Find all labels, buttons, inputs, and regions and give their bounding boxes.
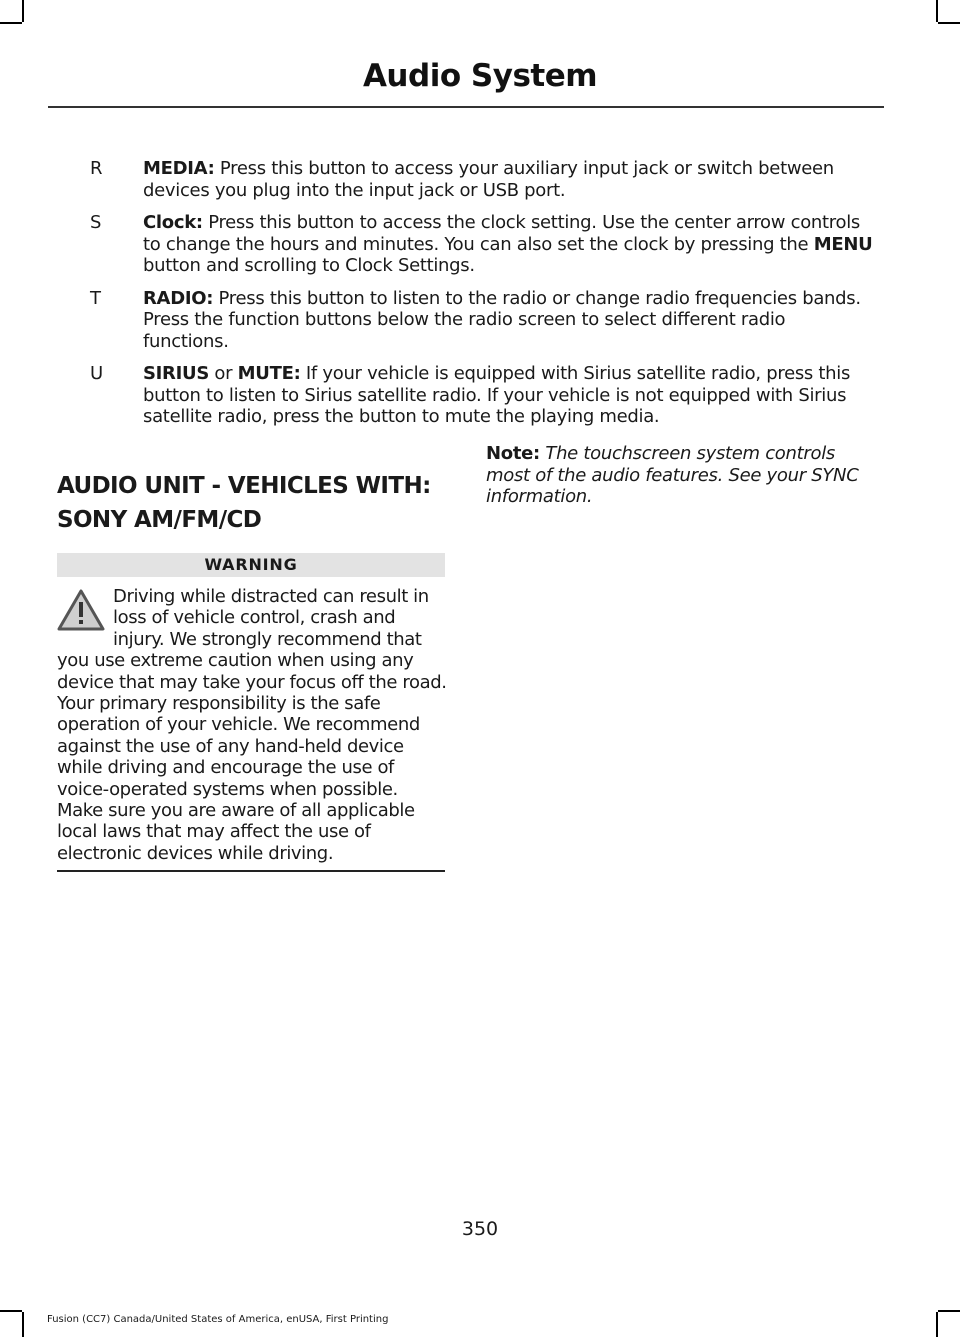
warning-box (57, 586, 447, 864)
definition-letter: S (90, 212, 102, 233)
definition-letter: R (90, 158, 103, 179)
page-number: 350 (461, 1218, 499, 1240)
section-heading-line-1: AUDIO UNIT - VEHICLES WITH: (57, 473, 431, 499)
crop-mark (938, 22, 960, 24)
definition-item (90, 158, 875, 201)
crop-mark (22, 0, 24, 22)
warning-rule (57, 870, 445, 872)
crop-mark (0, 1310, 22, 1312)
definition-term: RADIO: (143, 287, 214, 309)
definition-item (90, 212, 875, 277)
warning-label: WARNING (57, 553, 445, 577)
crop-mark (0, 22, 22, 24)
crop-mark (936, 0, 938, 22)
definition-inline-term: MENU (813, 233, 873, 255)
definition-text: Press this button to listen to the radio or change radio frequencies bands. Press the function buttons below the radio screen to select different radio functions. (143, 287, 861, 352)
definition-list (90, 158, 875, 439)
crop-mark (936, 1312, 938, 1337)
definition-text: Press this button to access the clock setting. Use the center arrow controls to change the hours and minutes. You can also set the clock by pressing the (143, 212, 860, 255)
definition-item (90, 288, 875, 353)
section-heading-line-2: SONY AM/FM/CD (57, 507, 262, 533)
definition-connector: or (209, 363, 238, 384)
note-text: The touchscreen system controls most of the audio features. See your SYNC information. (486, 443, 859, 507)
definition-term: MEDIA: (143, 158, 215, 179)
definition-term: SIRIUS (143, 363, 209, 384)
definition-text: Press this button to access your auxiliary input jack or switch between devices you plug into the input jack or USB port. (143, 158, 834, 201)
definition-letter: U (90, 363, 103, 384)
note-label: Note: (486, 443, 540, 464)
footer-text: Fusion (CC7) Canada/United States of America, enUSA, First Printing (47, 1314, 389, 1325)
crop-mark (22, 1312, 24, 1337)
definition-letter: T (90, 287, 101, 309)
definition-item (90, 363, 875, 428)
definition-text: If your vehicle is equipped with Sirius satellite radio, press this button to listen to Sirius satellite radio. If your vehicle is not equipped with Sirius satellite radio, press the button to mute the playing media. (143, 363, 851, 427)
warning-triangle-icon (57, 588, 105, 632)
page-title: Audio System (362, 58, 598, 94)
definition-term: Clock: (143, 212, 203, 233)
warning-text: Driving while distracted can result in loss of vehicle control, crash and injury. We strongly recommend that you use extreme caution when using any device that may take your focus off the road. Your primary responsibility is the safe operation of your vehicle. We recommend against the use of any hand-held device while driving and encourage the use of voice-operated systems when possible. Make sure you are aware of all applicable local laws that may affect the use of electronic devices while driving. (57, 586, 447, 864)
header-rule (48, 106, 884, 108)
crop-mark (938, 1310, 960, 1312)
note (486, 443, 881, 508)
definition-text: button and scrolling to Clock Settings. (143, 255, 475, 276)
definition-inline-term: MUTE: (237, 363, 301, 384)
